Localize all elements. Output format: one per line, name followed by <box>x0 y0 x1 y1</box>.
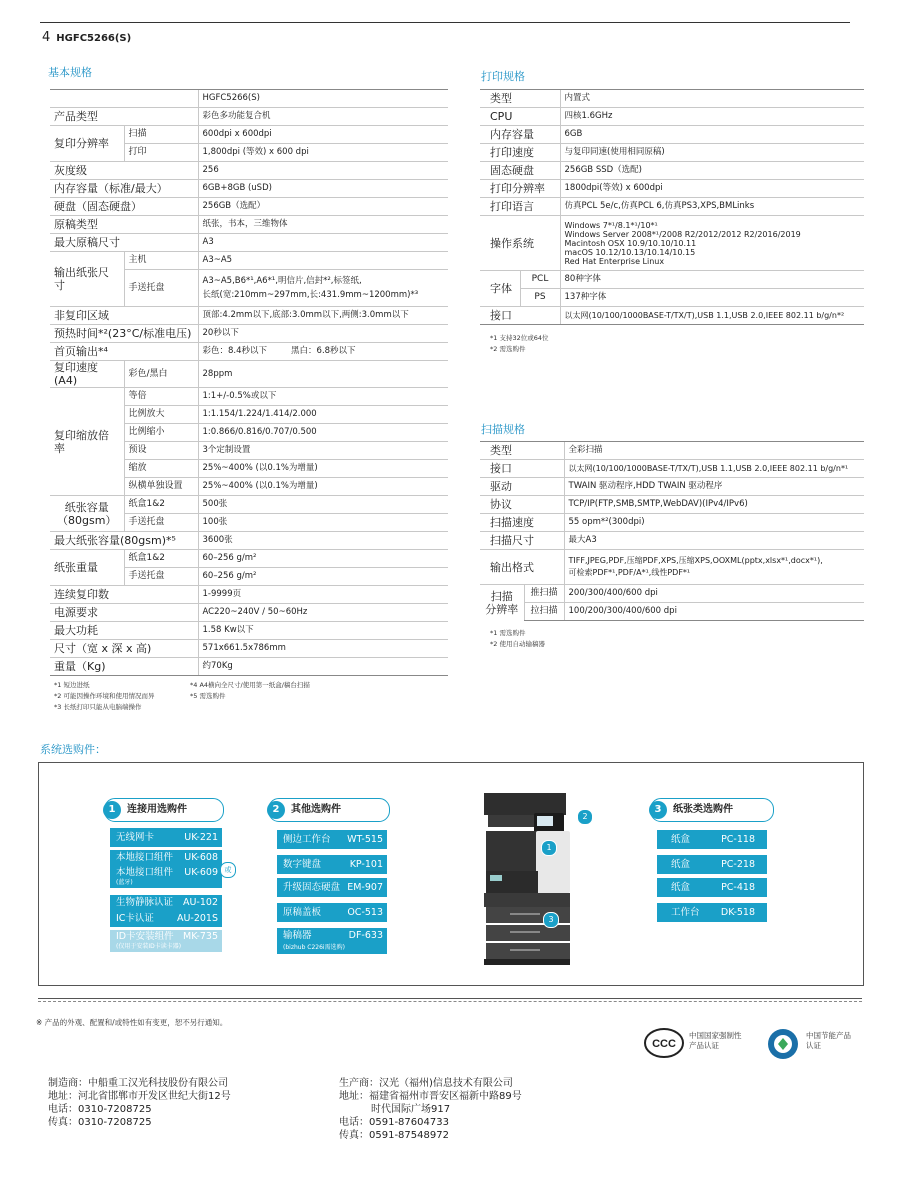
option-item: 纸盒 PC-218 <box>657 855 767 874</box>
table-row: 复印分辨率 扫描 600dpi x 600dpi <box>50 126 448 144</box>
model-name: HGFC5266(S) <box>56 33 132 44</box>
footer-rule <box>38 998 862 999</box>
page-number: 4 <box>42 30 51 45</box>
table-row: 最大原稿尺寸 A3 <box>50 234 448 252</box>
marker-1: 1 <box>541 840 557 856</box>
print-spec-title: 打印规格 <box>481 70 525 83</box>
table-row: 拉扫描 100/200/300/400/600 dpi <box>480 603 864 621</box>
option-item: 原稿盖板 OC-513 <box>277 903 387 922</box>
ccc-cert-label: 中国国家强制性 产品认证 <box>689 1031 742 1050</box>
table-row: 原稿类型 纸张，书本，三维物体 <box>50 216 448 234</box>
table-row: 纸张重量 纸盒1&2 60–256 g/m² <box>50 550 448 568</box>
marker-2: 2 <box>577 809 593 825</box>
table-row: 内存容量 6GB <box>480 126 864 144</box>
top-rule <box>40 22 850 23</box>
energy-cert-label: 中国节能产品 认证 <box>806 1031 851 1050</box>
model-value: HGFC5266(S) <box>198 90 448 108</box>
table-row: 字体 PCL 80种字体 <box>480 271 864 289</box>
table-row: 纸张容量 （80gsm） 纸盒1&2 500张 <box>50 496 448 514</box>
table-row: 连续复印数 1-9999页 <box>50 586 448 604</box>
table-row: 内存容量（标准/最大） 6GB+8GB (uSD) <box>50 180 448 198</box>
table-row: 缩放 25%~400% (以0.1%为增量) <box>50 460 448 478</box>
option-item: 数字键盘 KP-101 <box>277 855 387 874</box>
group-header-other: 2 其他选购件 <box>268 798 390 822</box>
ccc-cert-icon <box>643 1027 685 1059</box>
table-row: 打印 1,800dpi (等效) x 600 dpi <box>50 144 448 162</box>
option-item: 本地接口组件 UK-609 (蓝牙) <box>110 866 222 888</box>
energy-cert-icon <box>766 1025 800 1061</box>
svg-text:CCC: CCC <box>652 1038 676 1050</box>
option-item: IC卡认证 AU-201S <box>110 911 222 927</box>
table-row: 输出纸张尺寸 主机 A3~A5 <box>50 252 448 270</box>
basic-notes-left: *1 短边进纸 *2 可能因操作环境和使用情况而异 *3 长纸打印只能从电脑端操作 <box>54 681 155 711</box>
table-row: 电源要求 AC220~240V / 50~60Hz <box>50 604 448 622</box>
table-row: PS 137种字体 <box>480 289 864 307</box>
marker-3: 3 <box>543 912 559 928</box>
table-row: 类型 内置式 <box>480 90 864 108</box>
printer-illustration <box>480 787 570 967</box>
table-row: 协议 TCP/IP(FTP,SMB,SMTP,WebDAV)(IPv4/IPv6) <box>480 496 864 514</box>
table-row: 复印速度(A4) 彩色/黑白 28ppm <box>50 361 448 388</box>
table-row: 非复印区域 顶部:4.2mm以下,底部:3.0mm以下,两侧:3.0mm以下 <box>50 307 448 325</box>
table-row <box>50 90 448 108</box>
scan-notes: *1 需选购件 *2 使用自动输稿器 <box>490 629 545 648</box>
scan-spec-table <box>480 441 864 621</box>
table-row: 固态硬盘 256GB SSD（选配) <box>480 162 864 180</box>
table-row: 灰度级 256 <box>50 162 448 180</box>
table-row: 复印缩放倍率 等倍 1:1+/-0.5%或以下 <box>50 388 448 406</box>
basic-spec-title: 基本规格 <box>48 66 92 79</box>
table-row: 接口 以太网(10/100/1000BASE-T/TX/T),USB 1.1,USB 2.0,IEEE 802.11 b/g/n*¹ <box>480 460 864 478</box>
table-row: 扫描速度 55 opm*²(300dpi) <box>480 514 864 532</box>
table-row: 产品类型 彩色多功能复合机 <box>50 108 448 126</box>
table-row: 驱动 TWAIN 驱动程序,HDD TWAIN 驱动程序 <box>480 478 864 496</box>
print-spec-table <box>480 89 864 325</box>
table-row: 打印分辨率 1800dpi(等效) x 600dpi <box>480 180 864 198</box>
table-row: 最大功耗 1.58 Kw以下 <box>50 622 448 640</box>
table-row: 输出格式 TIFF,JPEG,PDF,压缩PDF,XPS,压缩XPS,OOXML(pptx,xlsx*¹,docx*¹), 可检索PDF*¹,PDF/A*¹,线性PDF*¹ <box>480 550 864 585</box>
table-row: 纵横单独设置 25%~400% (以0.1%为增量) <box>50 478 448 496</box>
table-row: 尺寸（宽 x 深 x 高) 571x661.5x786mm <box>50 640 448 658</box>
table-row: 打印语言 仿真PCL 5e/c,仿真PCL 6,仿真PS3,XPS,BMLinks <box>480 198 864 216</box>
table-row: 预设 3个定制设置 <box>50 442 448 460</box>
document-feeder <box>484 793 566 815</box>
table-row: 类型 全彩扫描 <box>480 442 864 460</box>
option-item: 升级固态硬盘 EM-907 <box>277 878 387 897</box>
table-row: 手送托盘 A3~A5,B6*¹,A6*¹,明信片,信封*²,标签纸, 长纸(宽:210mm~297mm,长:431.9mm~1200mm)*³ <box>50 270 448 307</box>
basic-spec-table <box>50 89 448 676</box>
table-row: 硬盘（固态硬盘） 256GB（选配） <box>50 198 448 216</box>
scan-spec-title: 扫描规格 <box>481 423 525 436</box>
option-item: 侧边工作台 WT-515 <box>277 830 387 849</box>
table-row: 打印速度 与复印同速(使用相同原稿) <box>480 144 864 162</box>
table-row: 比例缩小 1:0.866/0.816/0.707/0.500 <box>50 424 448 442</box>
option-item: 纸盒 PC-118 <box>657 830 767 849</box>
group-header-paper: 3 纸张类选购件 <box>650 798 774 822</box>
table-row: 首页输出*⁴ 彩色：8.4秒以下 黑白：6.8秒以下 <box>50 343 448 361</box>
footer-rule-dashed <box>38 1001 862 1002</box>
table-row: 预热时间*²(23°C/标准电压) 20秒以下 <box>50 325 448 343</box>
print-notes: *1 支持32位或64位 *2 需选购件 <box>490 334 549 353</box>
option-item: 输稿器 DF-633 (bizhub C226i需选购) <box>277 928 387 954</box>
basic-notes-right: *4 A4横向全尺寸/使用第一纸盒/稿台扫描 *5 需选购件 <box>190 681 310 700</box>
group-header-connection: 1 连接用选购件 <box>104 798 224 822</box>
table-row: 重量（Kg) 约70Kg <box>50 658 448 676</box>
table-row: 扫描尺寸 最大A3 <box>480 532 864 550</box>
table-row: 手送托盘 100张 <box>50 514 448 532</box>
table-row: 扫描 分辨率 推扫描 200/300/400/600 dpi <box>480 585 864 603</box>
table-row: 最大纸张容量(80gsm)*⁵ 3600张 <box>50 532 448 550</box>
option-item: 纸盒 PC-418 <box>657 878 767 897</box>
table-row: 接口 以太网(10/100/1000BASE-T/TX/T),USB 1.1,USB 2.0,IEEE 802.11 b/g/n*² <box>480 307 864 325</box>
table-row: 操作系统 Windows 7*¹/8.1*¹/10*¹ Windows Server 2008*¹/2008 R2/2012/2012 R2/2016/2019 Macintosh OSX 10.9/10.10/10.11 macOS 10.12/10.13/10.14/10.15 Red Hat Enterprise Linux <box>480 216 864 271</box>
options-title: 系统选购件： <box>40 743 106 756</box>
page-header <box>42 30 131 45</box>
table-row: CPU 四核1.6GHz <box>480 108 864 126</box>
table-row: 比例放大 1:1.154/1.224/1.414/2.000 <box>50 406 448 424</box>
option-item: 生物静脉认证 AU-102 <box>110 895 222 911</box>
change-notice: ※ 产品的外观、配置和/或特性如有变更，恕不另行通知。 <box>36 1018 228 1027</box>
option-item: 本地接口组件 UK-608 <box>110 850 222 866</box>
or-badge: 或 <box>220 862 236 878</box>
manufacturer-contact: 制造商：中船重工汉光科技股份有限公司 地址：河北省邯郸市开发区世纪大街12号 电话：0310-7208725 传真：0310-7208725 <box>48 1078 231 1128</box>
option-item: 无线网卡 UK-221 <box>110 828 222 847</box>
table-row: 手送托盘 60–256 g/m² <box>50 568 448 586</box>
producer-contact: 生产商：汉光（福州)信息技术有限公司 地址：福建省福州市晋安区福新中路89号 时代国际广场917 电话：0591-87604733 传真：0591-87548972 <box>339 1078 522 1141</box>
option-item: ID卡安装组件 MK-735 (仅用于安装ID卡读卡器) <box>110 930 222 952</box>
option-item: 工作台 DK-518 <box>657 903 767 922</box>
